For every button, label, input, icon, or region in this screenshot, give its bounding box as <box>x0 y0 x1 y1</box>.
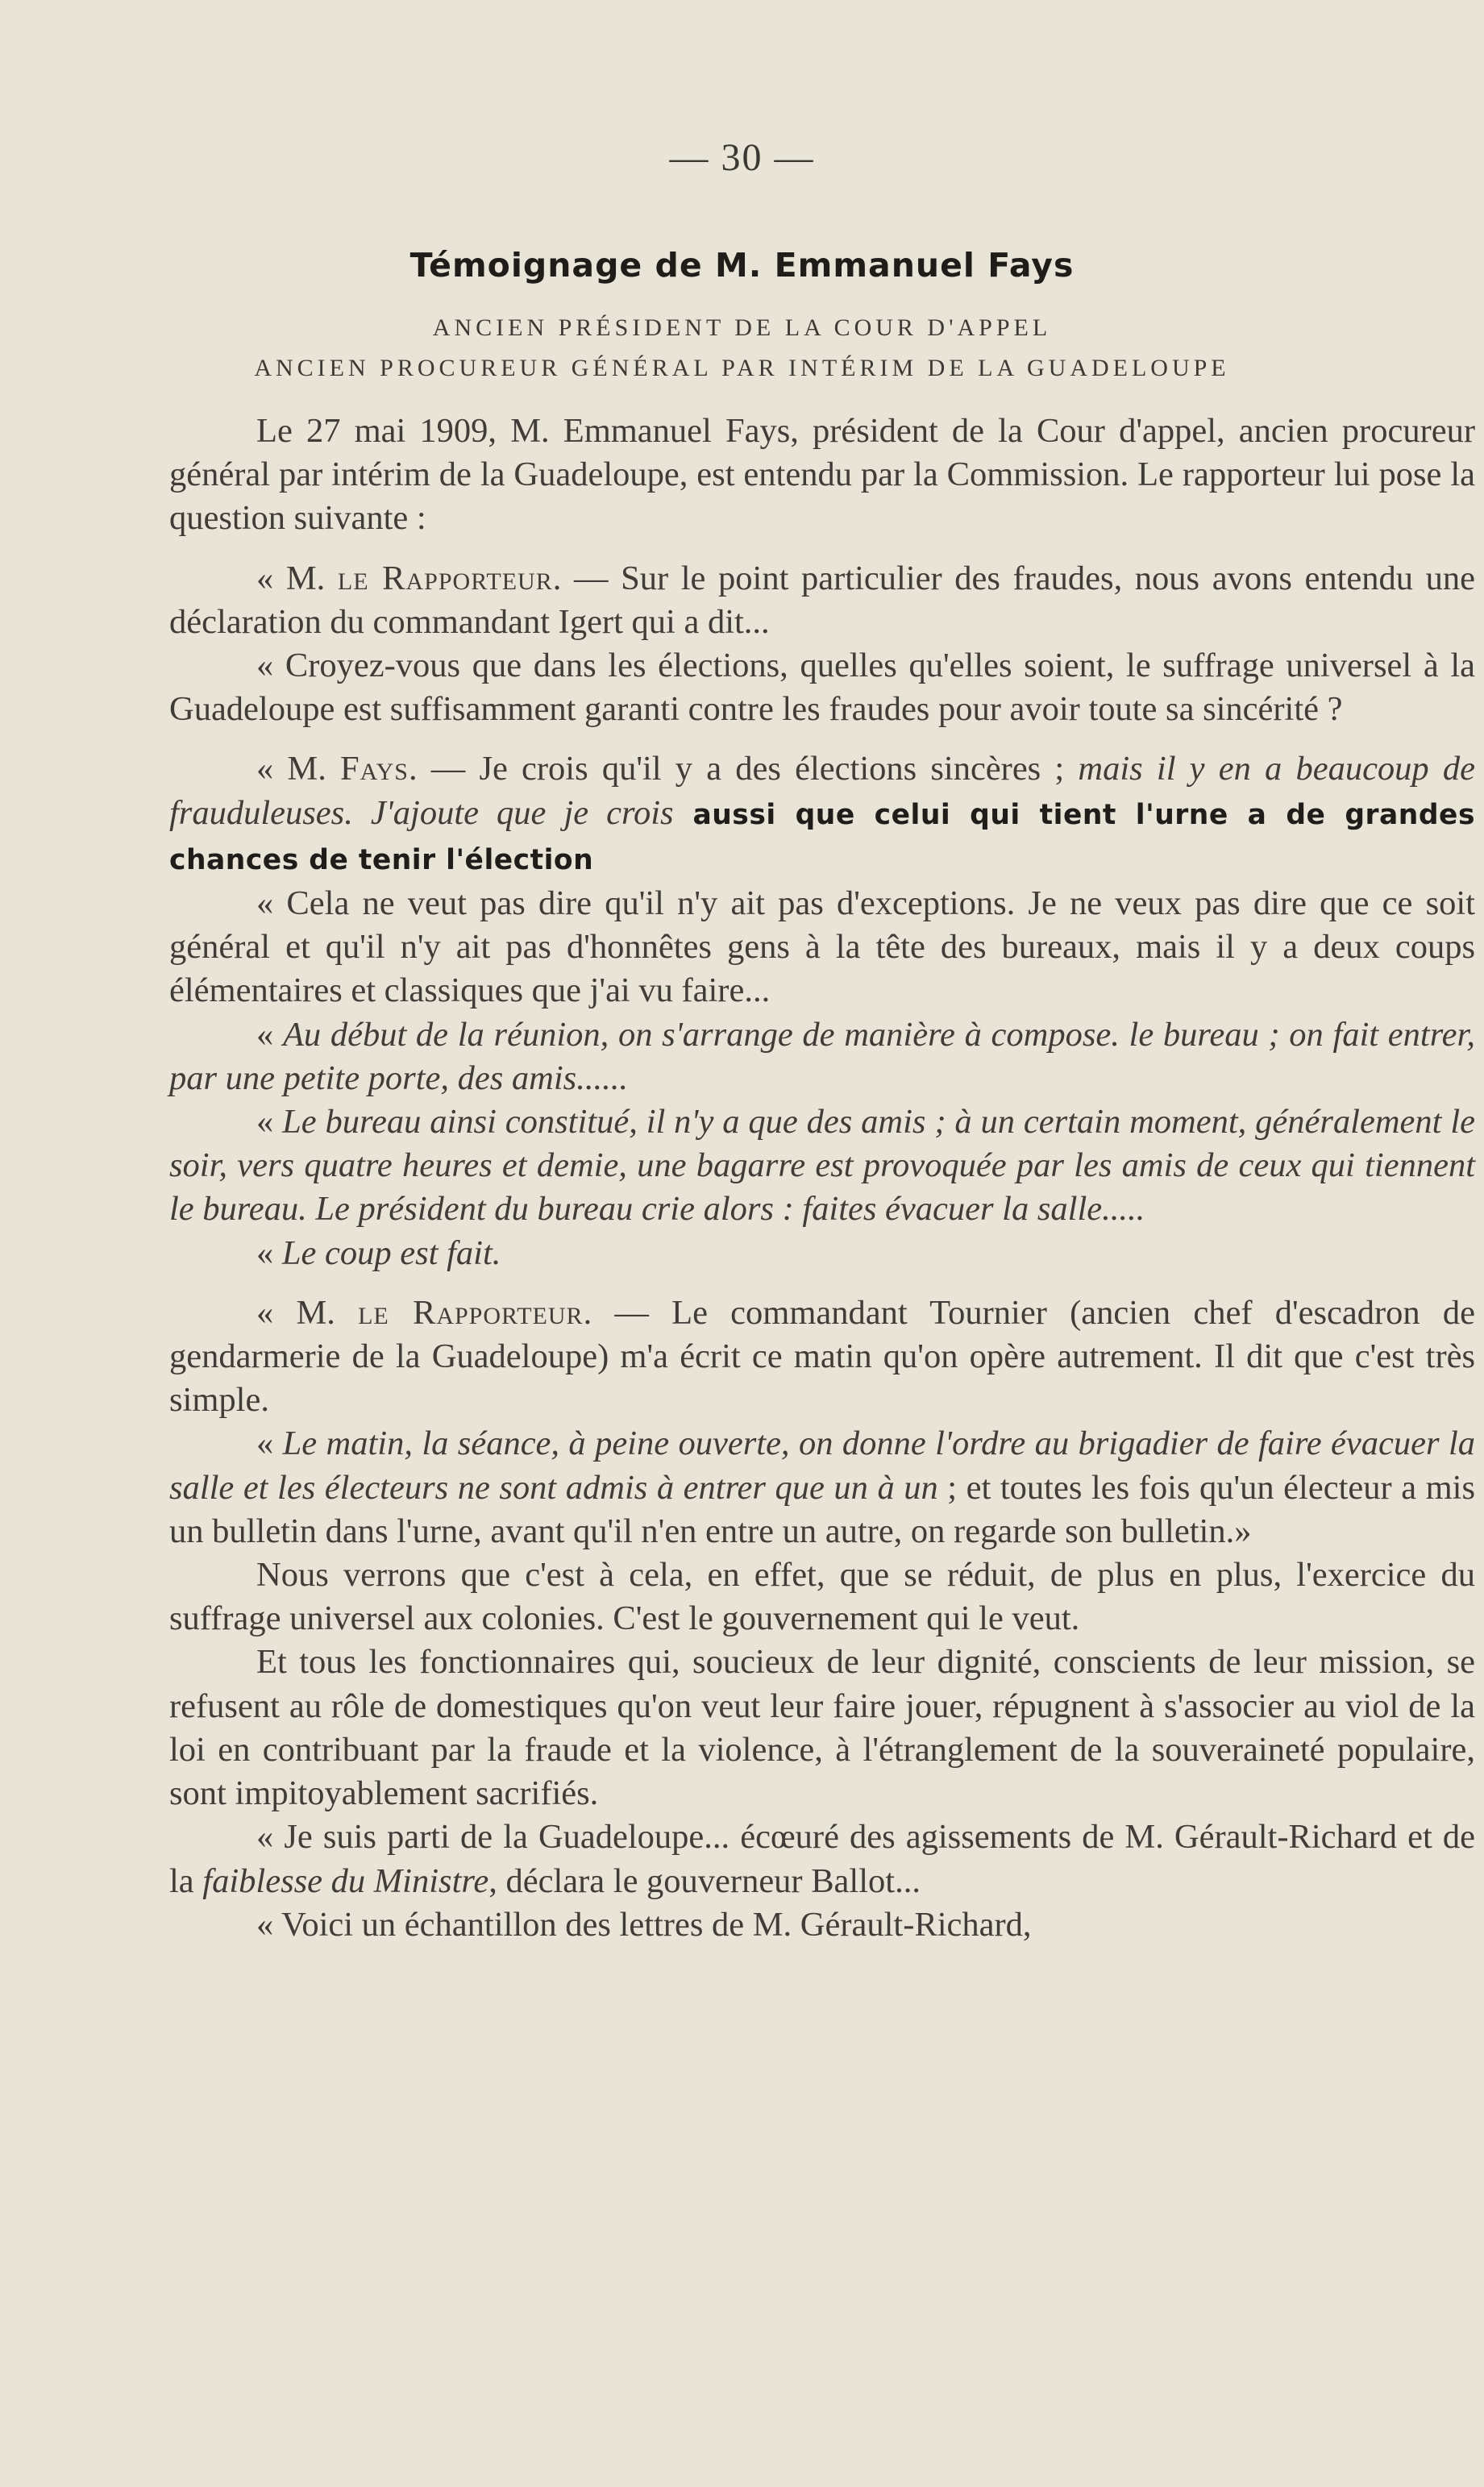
italic-text: faiblesse du Ministre <box>202 1861 489 1900</box>
speaker-name: le Rapporteur <box>337 559 553 597</box>
paragraph-text: . — Le commandant Tournier (ancien chef d'escadron de gendarmerie de la Guadeloupe) m'a écrit ce matin qu'on opère autrement. Il dit que c'est très simple. <box>169 1293 1475 1420</box>
paragraph-3: « Croyez-vous que dans les élections, quelles qu'elles soient, le suffrage universel à la Guadeloupe est suffisamment garanti contre les fraudes pour avoir toute sa sincérité ? <box>169 647 1475 729</box>
italic-text: Le bureau ainsi constitué, il n'y a que des amis ; à un certain moment, généralement le soir, vers quatre heures et demie, une bagarre est provoquée par les amis de ceux qui tiennent le bureau. Le président du bureau crie alors : faites évacuer la salle..... <box>169 1103 1476 1229</box>
body-text <box>169 410 1475 1947</box>
quote-open: « <box>256 1103 283 1142</box>
quote-open: « M. <box>256 559 338 597</box>
paragraph-11: Nous verrons que c'est à cela, en effet, que se réduit, de plus en plus, l'exercice du suffrage universel aux colonies. C'est le gouvernement qui le veut. <box>169 1556 1475 1638</box>
paragraph-5: « Cela ne veut pas dire qu'il n'y ait pas d'exceptions. Je ne veux pas dire que ce soit général et qu'il n'y ait pas d'honnêtes gens à la tête des bureaux, mais il y a deux coups élémentaires et classiques que j'ai vu faire... <box>169 884 1475 1010</box>
paragraph-4 <box>169 747 1475 882</box>
paragraph-12: Et tous les fonctionnaires qui, soucieux de leur dignité, conscients de leur mission, se refusent au rôle de domestiques qu'on veut leur faire jouer, répugnent à s'associer au viol de la loi en contribuant par la fraude et la violence, à l'étranglement de la souveraineté populaire, sont impitoyablement sacrifiés. <box>169 1643 1475 1813</box>
bold-text: aussi que celui qui tient l'urne a de grandes chances de tenir l'élection <box>169 798 1475 876</box>
speaker-name: le Rapporteur <box>358 1293 584 1332</box>
subtitle-line-1: ANCIEN PRÉSIDENT DE LA COUR D'APPEL <box>432 314 1052 341</box>
page-number: — 30 — <box>669 136 815 179</box>
italic-text: Au début de la réunion, on s'arrange de manière à compose. le bureau ; on fait entrer, par une petite porte, des amis...... <box>169 1015 1475 1097</box>
italic-text: Le matin, la séance, à peine ouverte, on donne l'ordre au brigadier de faire évacuer la salle et les électeurs ne sont admis à entrer que un à un <box>169 1424 1475 1507</box>
paragraph-7 <box>169 1100 1475 1232</box>
speaker-name: Fays <box>340 750 409 788</box>
paragraph-text: . — Sur le point particulier des fraudes, nous avons entendu une déclaration du commandant Igert qui a dit... <box>169 559 1475 641</box>
paragraph-6 <box>169 1013 1475 1100</box>
paragraph-13 <box>169 1815 1475 1903</box>
paragraph-text: . — Je crois qu'il y a des élections sincères ; <box>408 750 1079 788</box>
italic-text: mais il y en a beaucoup de frauduleuses. J'ajoute que je crois <box>169 750 1475 832</box>
quote-open: « M. <box>256 750 341 788</box>
paragraph-10 <box>169 1422 1475 1553</box>
paragraph-14: « Voici un échantillon des lettres de M. Gérault-Richard, <box>256 1905 1032 1944</box>
section-title: Témoignage de M. Emmanuel Fays <box>409 246 1075 285</box>
paragraph-text: ; et toutes les fois qu'un électeur a mis un bulletin dans l'urne, avant qu'il n'en entre un autre, on regarde son bulletin.» <box>169 1468 1476 1550</box>
paragraph-2 <box>169 557 1475 644</box>
quote-open: « <box>256 1015 283 1054</box>
italic-text: Le coup est fait. <box>281 1233 501 1272</box>
paragraph-text: « Je suis parti de la Guadeloupe... écœuré des agissements de M. Gérault-Richard et de la <box>169 1818 1475 1900</box>
paragraph-text: , déclara le gouverneur Ballot... <box>488 1861 921 1900</box>
quote-open: « M. <box>256 1293 359 1332</box>
quote-open: « <box>256 1424 283 1463</box>
subtitle-line-2: ANCIEN PROCUREUR GÉNÉRAL PAR INTÉRIM DE LA GUADELOUPE <box>254 355 1230 381</box>
paragraph-9 <box>169 1291 1475 1423</box>
paragraph-8 <box>169 1232 1475 1275</box>
quote-open: « <box>256 1233 282 1272</box>
paragraph-1: Le 27 mai 1909, M. Emmanuel Fays, président de la Cour d'appel, ancien procureur général par intérim de la Guadeloupe, est entendu par la Commission. Le rapporteur lui pose la question suivante : <box>169 412 1475 538</box>
